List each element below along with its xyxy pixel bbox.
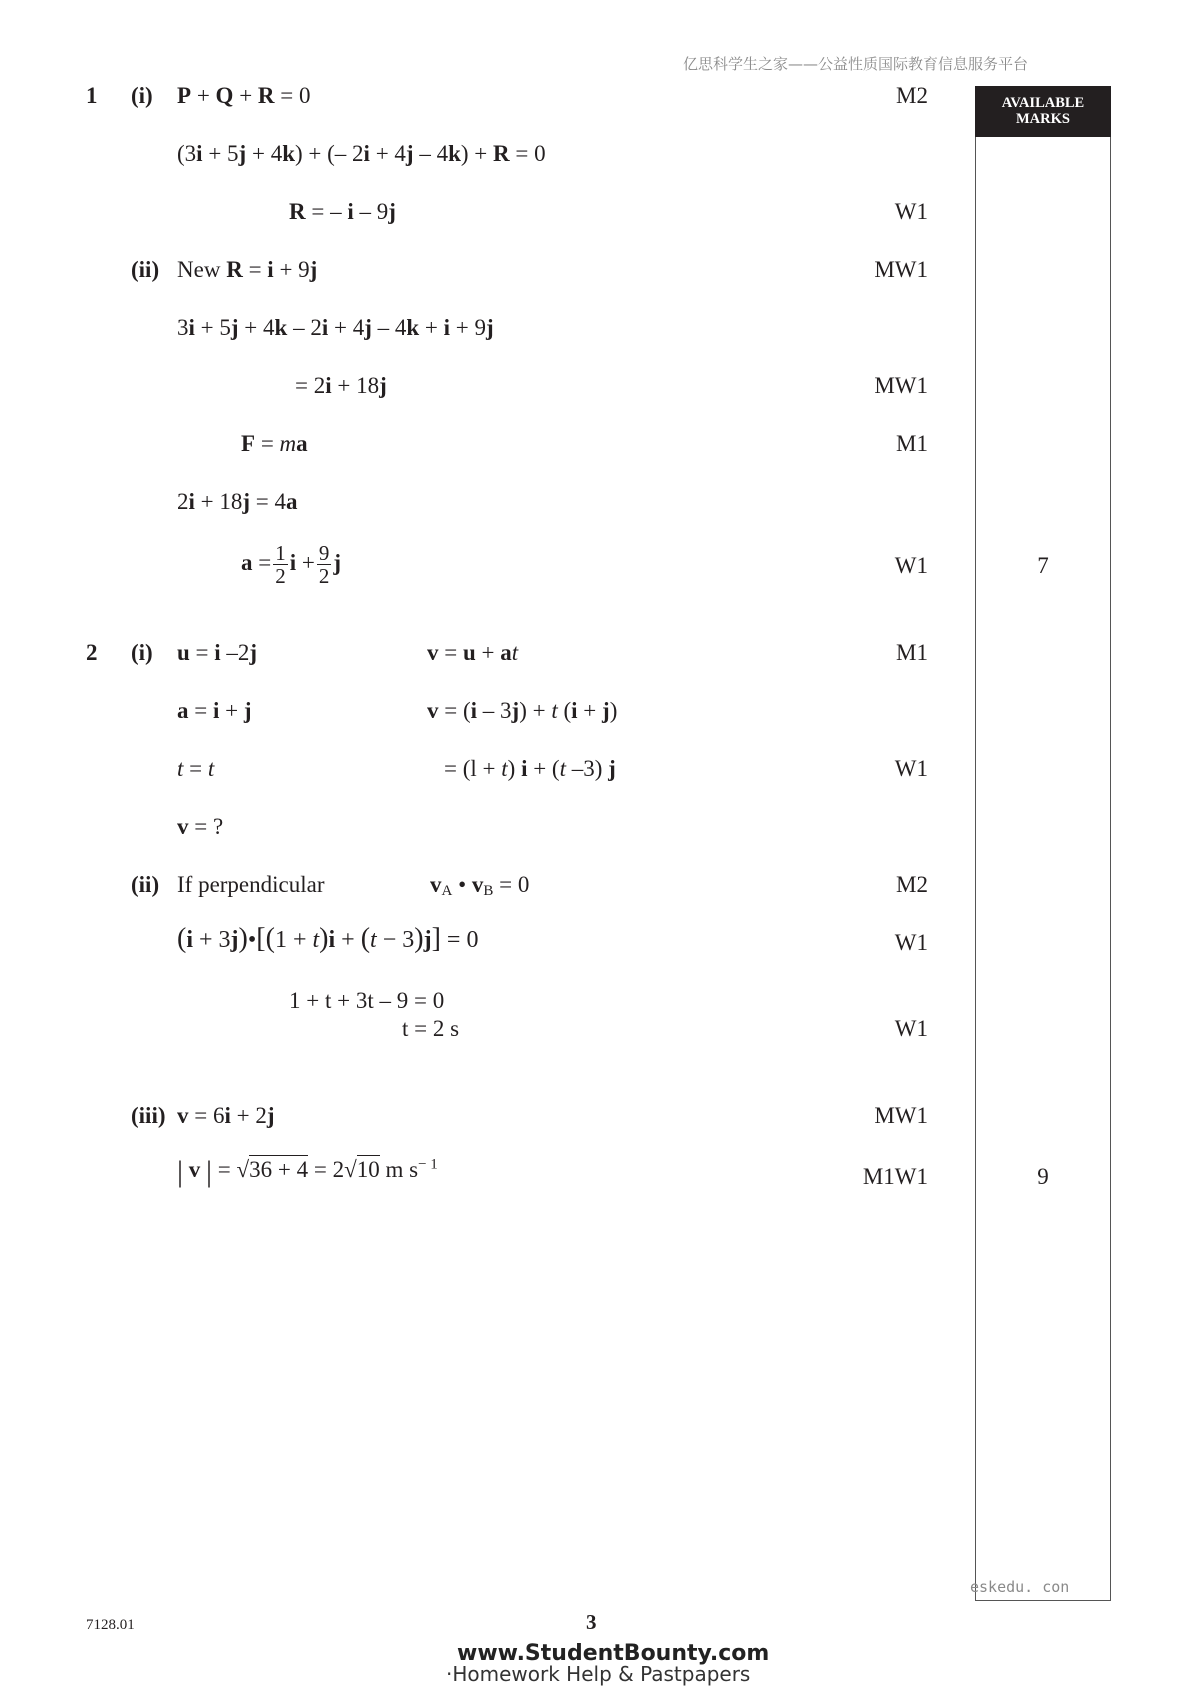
q2-line-a: a = i + j: [177, 698, 252, 723]
fraction-nine-halves: $\frac{9}{2}$: [318, 541, 330, 588]
studentbounty-url: www.StudentBounty.com: [457, 1641, 770, 1666]
marks-header-line1: AVAILABLE: [1001, 95, 1085, 111]
q1-line-acceleration: a = $\frac{1}{2}$ i + $\frac{9}{2}$ j: [241, 541, 342, 588]
q1-mark-6: W1: [894, 553, 928, 578]
mass-symbol: m: [279, 431, 297, 456]
q2-part-i-label: (i): [131, 640, 153, 665]
q2-mark-5: W1: [894, 1016, 928, 1041]
q1-line-new-r: New R = i + 9j: [177, 257, 318, 282]
q1-mark-1: M2: [896, 83, 928, 108]
q1-mark-3: MW1: [874, 257, 928, 282]
q2-line-linear-eq: 1 + t + 3t – 9 = 0: [289, 988, 445, 1013]
q1-line-newton: F = ma: [241, 431, 308, 456]
q2-mark-3: M2: [896, 872, 928, 897]
q1-line-resultant: P + Q + R = 0: [177, 83, 311, 108]
q1-part-ii-label: (ii): [131, 257, 160, 282]
q2-line-t-result: t = 2 s: [402, 1016, 460, 1041]
q2-line-magnitude: | v | = √36 + 4 = 2√10 m $s^{- 1}$: [177, 1155, 438, 1188]
q2-line-dot-product: (i + 3j)•[(1 + t)i + (t − 3)j] = 0: [177, 923, 479, 954]
q1-mark-4: MW1: [874, 373, 928, 398]
q2-mark-2: W1: [894, 756, 928, 781]
q1-line-force-eq: 2i + 18j = 4a: [177, 489, 298, 514]
q1-part-i-label: (i): [131, 83, 153, 108]
q2-line-t: t = t: [177, 756, 215, 781]
q2-line-u: u = i –2j: [177, 640, 258, 665]
q1-available-marks: 7: [1037, 553, 1049, 578]
q1-line-substitution: (3i + 5j + 4k) + (– 2i + 4j – 4k) + R = 0: [177, 141, 546, 166]
q2-line-v-result: = (l + t) i + (t –3) j: [444, 756, 616, 781]
q2-perpendicular-label: If perpendicular: [177, 872, 325, 897]
available-marks-column: [975, 86, 1111, 1601]
q1-line-sum: 3i + 5j + 4k – 2i + 4j – 4k + i + 9j: [177, 315, 494, 340]
question-2-number: 2: [86, 640, 98, 665]
paper-code: 7128.01: [86, 1617, 135, 1633]
q2-part-iii-label: (iii): [131, 1103, 166, 1128]
question-1-number: 1: [86, 83, 98, 108]
q2-line-dot-zero: $v_A$ • $v_B = 0$: [430, 872, 530, 899]
q2-mark-6: MW1: [874, 1103, 928, 1128]
q2-available-marks: 9: [1037, 1164, 1049, 1189]
available-marks-header: [975, 86, 1111, 137]
q2-mark-1: M1: [896, 640, 928, 665]
site-watermark: eskedu. con: [970, 1578, 1070, 1596]
header-watermark: 亿思科学生之家——公益性质国际教育信息服务平台: [683, 55, 1029, 73]
q2-line-v-sub: v = (i – 3j) + t (i + j): [427, 698, 618, 723]
q1-mark-2: W1: [894, 199, 928, 224]
q2-line-v-formula: v = u + at: [427, 640, 519, 665]
q2-line-v-unknown: v = ?: [177, 814, 224, 839]
studentbounty-tagline: ·Homework Help & Pastpapers: [446, 1662, 751, 1686]
new-label: New: [177, 257, 221, 282]
q1-line-r-result: R = – i – 9j: [289, 199, 396, 224]
page-number: 3: [586, 1610, 597, 1634]
q2-line-v-value: v = 6i + 2j: [177, 1103, 275, 1128]
q1-mark-5: M1: [896, 431, 928, 456]
q2-part-ii-label: (ii): [131, 872, 160, 897]
q2-mark-4: W1: [894, 930, 928, 955]
fraction-one-half: $\frac{1}{2}$: [275, 541, 286, 588]
q1-line-sum-result: = 2i + 18j: [295, 373, 387, 398]
q2-mark-7: M1W1: [862, 1164, 928, 1189]
marks-header-line2: MARKS: [1016, 111, 1070, 127]
